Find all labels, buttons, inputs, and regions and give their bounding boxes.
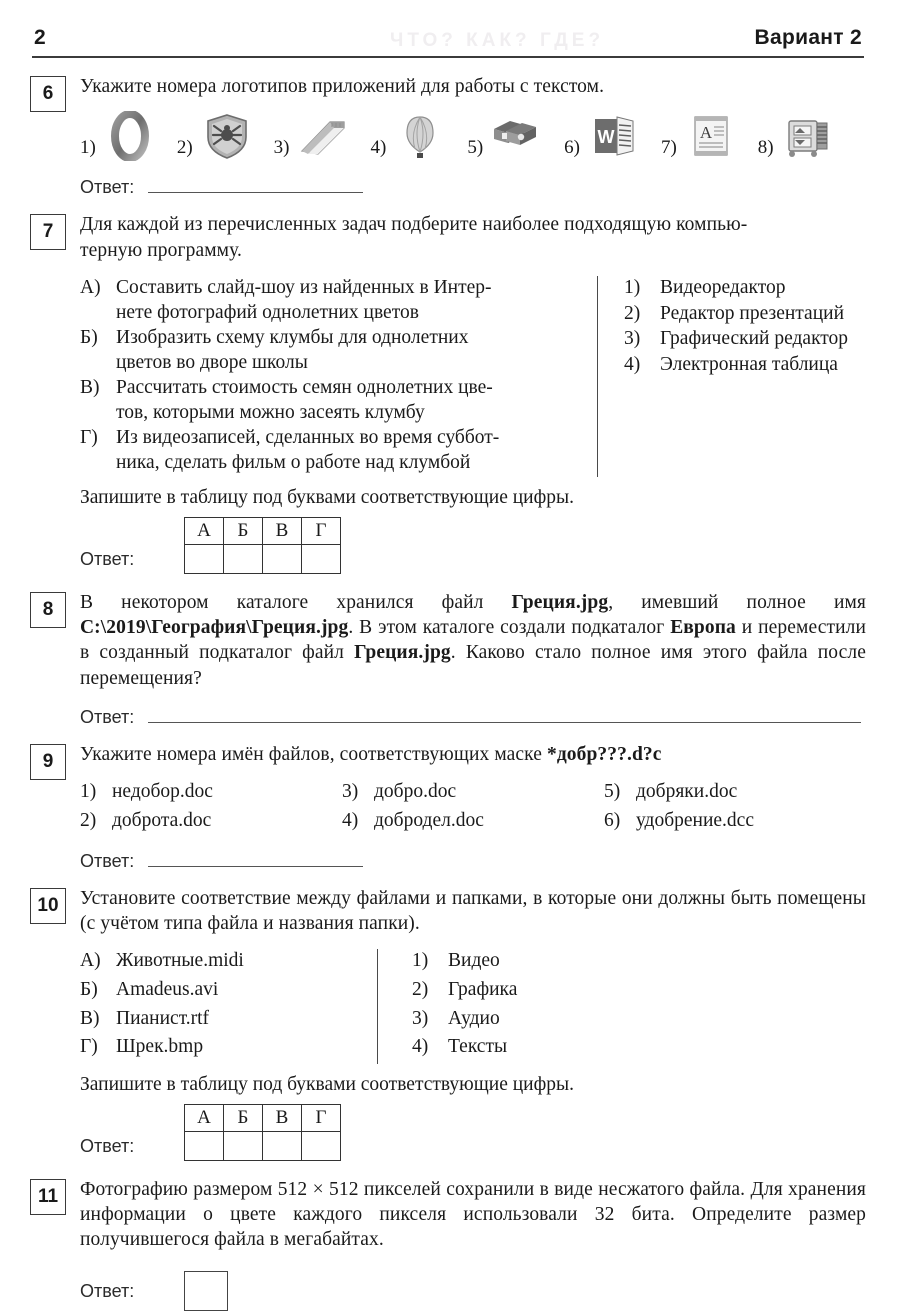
task-11-answer-box[interactable] (184, 1271, 228, 1311)
answer-cell-v[interactable] (263, 544, 302, 573)
task-10-option-3[interactable] (412, 1007, 866, 1032)
table-header-cell-a: А (185, 1104, 224, 1131)
task-6-answer-label: Ответ: (80, 177, 135, 198)
task-9-option-5-key: 5) (604, 781, 621, 803)
task-7-left-item-a-key: А) (80, 277, 101, 299)
task-10-option-4[interactable] (412, 1035, 866, 1060)
task-7-left-item-b[interactable] (80, 326, 585, 375)
task-6-answer-field[interactable] (148, 192, 363, 193)
task-number-badge: 11 (30, 1179, 66, 1215)
task-9-option-1-name: недобор.doc (112, 781, 213, 803)
task-7-option-4[interactable] (624, 353, 866, 378)
task-10-answer-table-row (80, 1104, 866, 1161)
task-10-left-item-g-text: Шрек.bmp (116, 1036, 204, 1058)
svg-text:W: W (597, 127, 615, 148)
task-10-option-2-key: 2) (412, 979, 429, 1001)
task-7-option-3-text: Графический редактор (660, 328, 849, 350)
task-7-left-item-v[interactable] (80, 376, 585, 425)
task-10-left-column (80, 949, 378, 1063)
logo-option-5[interactable] (467, 111, 544, 161)
task-7-right-column (598, 276, 866, 477)
task-6-logo-strip (80, 111, 866, 161)
task-7-left-item-g-key: Г) (80, 427, 98, 449)
task-10-left-item-v-text: Пианист.rtf (116, 1007, 210, 1029)
task-9-option-3-key: 3) (342, 781, 359, 803)
task-9-option-2-name: доброта.doc (112, 809, 212, 831)
logo-option-2-label: 2) (176, 137, 193, 159)
task-10-answer-table[interactable] (184, 1104, 341, 1161)
table-header-row (185, 517, 341, 544)
task-10-left-item-g[interactable] (80, 1035, 365, 1060)
task-8-answer-row (80, 708, 866, 726)
opera-o-logo-icon (103, 111, 157, 161)
task-9-file-options (80, 778, 866, 835)
task-8 (30, 590, 866, 726)
machine-device-icon (781, 111, 835, 161)
task-10-option-1[interactable] (412, 949, 866, 974)
task-11-statement: Фотографию размером 512 × 512 пикселей сохранили в виде несжатого файла. Для хранения информации о цвете каждого пикселя использовали 32 бита. Определите размер получившегося файла в мегабайтах. (80, 1178, 866, 1251)
task-9-option-4[interactable] (342, 807, 604, 835)
task-10-option-3-text: Аудио (448, 1007, 500, 1029)
logo-option-7-label: 7) (660, 137, 677, 159)
task-9-option-4-key: 4) (342, 809, 359, 831)
task-10-option-4-key: 4) (412, 1036, 429, 1058)
table-header-cell-b: Б (224, 517, 263, 544)
page-number: 2 (34, 26, 47, 49)
table-header-cell-b: Б (224, 1104, 263, 1131)
task-7-left-item-a[interactable] (80, 276, 585, 325)
task-10-option-1-key: 1) (412, 950, 429, 972)
answer-cell-v[interactable] (263, 1131, 302, 1160)
task-10-answer-label: Ответ: (80, 1135, 135, 1156)
answer-cell-a[interactable] (185, 544, 224, 573)
table-answer-row (185, 1131, 341, 1160)
task-7-answer-table-row (80, 517, 866, 574)
task-7-option-1[interactable] (624, 276, 866, 301)
task-7-option-2-text: Редактор презентаций (660, 302, 845, 324)
task-7-answer-table[interactable] (184, 517, 341, 574)
table-answer-row (185, 544, 341, 573)
task-7-option-2[interactable] (624, 302, 866, 327)
task-7-option-1-key: 1) (624, 277, 641, 299)
task-10-left-item-a[interactable] (80, 949, 365, 974)
task-10-statement-line-1: Установите соответствие между файлами и папками, в которые они должны (80, 887, 726, 909)
task-7-answer-label: Ответ: (80, 548, 135, 569)
task-7-left-item-b-text: Изобразить схему клумбы для однолетних цветов во дворе школы (116, 327, 469, 373)
table-header-cell-a: А (185, 517, 224, 544)
task-7-option-3-key: 3) (624, 328, 641, 350)
task-10-left-item-a-key: А) (80, 950, 101, 972)
logo-option-7[interactable] (661, 111, 738, 161)
task-7-statement (80, 212, 866, 263)
task-7-left-item-g-text: Из видеозаписей, сделанных во время суббот- ника, сделать фильм о работе над клумбой (116, 427, 500, 473)
variant-title: Вариант 2 (754, 26, 862, 49)
task-10-option-3-key: 3) (412, 1007, 429, 1029)
task-9-option-4-name: добродел.doc (374, 809, 484, 831)
task-10-statement (80, 886, 866, 937)
task-10-left-item-g-key: Г) (80, 1036, 98, 1058)
task-9-answer-row (80, 852, 866, 870)
logo-option-1-label: 1) (80, 137, 96, 159)
task-10-option-2-text: Графика (448, 979, 518, 1001)
task-7 (30, 212, 866, 573)
page-bleed-through-text: ЧТО? КАК? ГДЕ? (390, 30, 605, 51)
page-header (30, 26, 866, 54)
task-9-option-3[interactable] (342, 778, 604, 806)
task-7-left-item-b-key: Б) (80, 327, 98, 349)
answer-cell-b[interactable] (224, 1131, 263, 1160)
logo-option-6[interactable] (564, 111, 641, 161)
svg-text:A: A (699, 123, 712, 143)
logo-option-3[interactable] (274, 111, 351, 161)
task-11-answer-row (80, 1271, 866, 1311)
task-9-option-6[interactable] (604, 807, 866, 835)
task-6 (30, 74, 866, 196)
logo-option-1[interactable] (80, 111, 157, 161)
task-6-statement: Укажите номера логотипов приложений для работы с текстом. (80, 76, 605, 97)
microsoft-word-w-icon (587, 111, 641, 161)
task-7-option-1-text: Видеоредактор (660, 277, 786, 299)
logo-option-2[interactable] (177, 111, 254, 161)
task-9-statement: Укажите номера имён файлов, соответствующих маске *добр???.d?c (80, 743, 662, 765)
logo-option-8-label: 8) (757, 137, 774, 159)
logo-option-8[interactable] (758, 111, 835, 161)
task-7-left-item-g[interactable] (80, 426, 585, 475)
task-7-statement-line-2: терную программу. (80, 239, 242, 261)
task-number-badge: 6 (30, 76, 66, 112)
task-9-column-1 (80, 778, 342, 835)
task-number-badge: 10 (30, 888, 66, 924)
task-10-statement-line-2: быть помещены (с учётом типа файла и названия папки). (80, 887, 866, 935)
drweb-shield-spider-icon (200, 111, 254, 161)
logo-option-6-label: 6) (564, 137, 580, 159)
task-9-option-1[interactable] (80, 778, 342, 806)
task-6-answer-row (80, 178, 866, 196)
task-10-option-4-text: Тексты (448, 1036, 508, 1058)
task-9-option-2[interactable] (80, 807, 342, 835)
stacked-books-icon (490, 111, 544, 161)
logo-option-5-label: 5) (467, 137, 484, 159)
task-9-answer-label: Ответ: (80, 850, 135, 871)
task-10-matching (80, 949, 866, 1063)
task-number-badge: 8 (30, 592, 66, 628)
task-9-column-2 (342, 778, 604, 835)
table-header-cell-g: Г (302, 517, 341, 544)
logo-option-4-label: 4) (370, 137, 387, 159)
task-10-left-item-b[interactable] (80, 978, 365, 1003)
hot-air-balloon-icon (393, 111, 447, 161)
task-9-option-2-key: 2) (80, 809, 97, 831)
task-7-left-column (80, 276, 598, 477)
task-7-option-3[interactable] (624, 327, 866, 352)
task-11 (30, 1177, 866, 1311)
task-11-answer-label: Ответ: (80, 1280, 135, 1301)
text-document-a-icon (684, 111, 738, 161)
table-header-row (185, 1104, 341, 1131)
task-7-left-item-v-key: В) (80, 377, 100, 399)
task-10-option-1-text: Видео (448, 950, 500, 972)
logo-option-4[interactable] (370, 111, 447, 161)
task-10-note: Запишите в таблицу под буквами соответствующие цифры. (80, 1073, 574, 1095)
logo-option-3-label: 3) (273, 137, 290, 159)
task-7-option-4-key: 4) (624, 353, 641, 375)
table-header-cell-v: В (263, 517, 302, 544)
task-8-statement: В некотором каталоге хранился файл Греция.jpg, имевший полное имя C:\2019\География\Греция.jpg. В этом каталоге создали подкаталог Европа и переместили в созданный подкаталог файл Греция.jpg. Каково стало полное имя этого файла после перемещения? (80, 591, 866, 689)
wordpad-notepad-paper-icon (296, 111, 350, 161)
table-header-cell-v: В (263, 1104, 302, 1131)
task-7-option-2-key: 2) (624, 302, 641, 324)
task-7-left-item-a-text: Составить слайд-шоу из найденных в Интер- нете фотографий однолетних цветов (116, 277, 492, 323)
task-8-answer-field[interactable] (148, 722, 861, 723)
task-9-answer-field[interactable] (148, 866, 363, 867)
task-number-badge: 9 (30, 744, 66, 780)
task-10-left-item-b-key: Б) (80, 979, 98, 1001)
task-8-answer-label: Ответ: (80, 706, 135, 727)
table-header-cell-g: Г (302, 1104, 341, 1131)
task-9-option-1-key: 1) (80, 781, 97, 803)
task-10-left-item-b-text: Amadeus.avi (116, 979, 219, 1001)
task-7-statement-line-1: Для каждой из перечисленных задач подберите наиболее подходящую компью- (80, 214, 748, 236)
task-9-option-6-key: 6) (604, 809, 621, 831)
answer-cell-a[interactable] (185, 1131, 224, 1160)
task-10-left-item-v[interactable] (80, 1007, 365, 1032)
answer-cell-g[interactable] (302, 544, 341, 573)
task-9-option-3-name: добро.doc (374, 781, 457, 803)
task-number-badge: 7 (30, 214, 66, 250)
task-9-column-3 (604, 778, 866, 835)
task-9-option-6-name: удобрение.dcc (636, 809, 754, 831)
task-7-note: Запишите в таблицу под буквами соответствующие цифры. (80, 486, 574, 508)
task-7-matching (80, 276, 866, 477)
task-9-option-5[interactable] (604, 778, 866, 806)
task-10-left-item-v-key: В) (80, 1007, 100, 1029)
task-10-right-column (378, 949, 866, 1063)
task-10 (30, 886, 866, 1161)
task-9-option-5-name: добряки.doc (636, 781, 738, 803)
answer-cell-b[interactable] (224, 544, 263, 573)
task-7-left-item-v-text: Рассчитать стоимость семян однолетних цве- тов, которыми можно засеять клумбу (116, 377, 493, 423)
answer-cell-g[interactable] (302, 1131, 341, 1160)
header-divider (32, 56, 864, 58)
task-7-option-4-text: Электронная таблица (660, 353, 838, 375)
task-9 (30, 742, 866, 870)
task-10-option-2[interactable] (412, 978, 866, 1003)
task-10-left-item-a-text: Животные.midi (116, 950, 244, 972)
